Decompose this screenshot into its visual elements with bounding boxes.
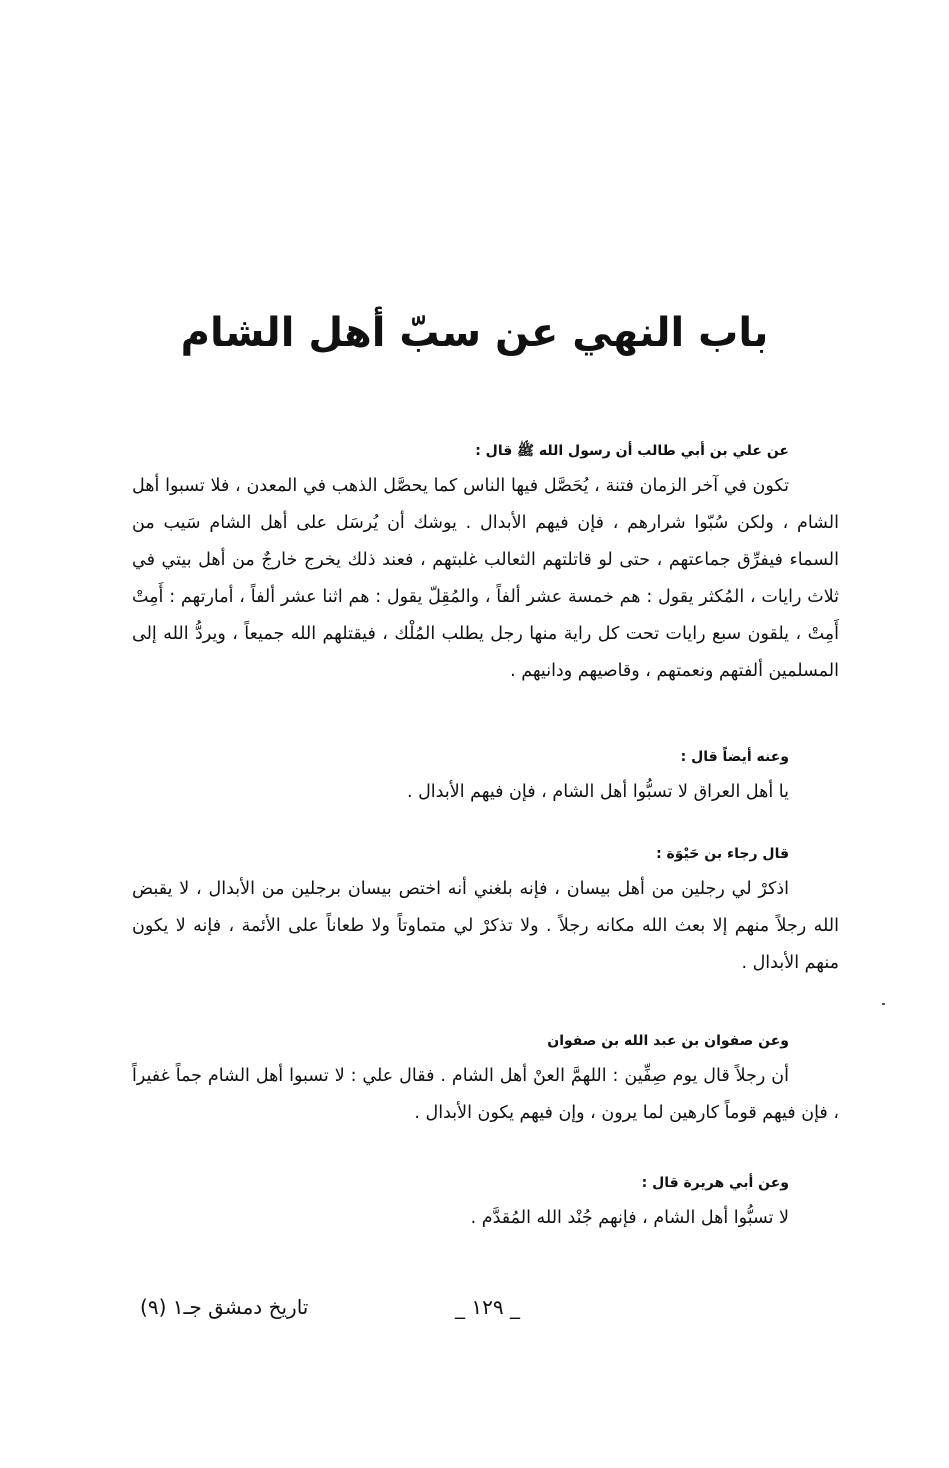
margin-mark bbox=[882, 1003, 885, 1005]
hadith-section-1 bbox=[132, 440, 839, 690]
book-volume-label: تاريخ دمشق جـ١ (٩) bbox=[140, 1295, 309, 1319]
hadith-intro: وعن صفوان بن عبد الله بن صفوان bbox=[547, 1033, 789, 1049]
hadith-text: اذكرْ لي رجلين من أهل بيسان ، فإنه بلغني أنه اختص بيسان برجلين من الأبدال ، لا يقبض الله رجلاً منهم إلا بعث الله مكانه رجلاً . ولا تذكرْ لي متماوتاً ولا طعاناً على الأئمة ، فإنه لا يكون منهم الأبدال . bbox=[132, 879, 839, 973]
hadith-section-4 bbox=[132, 1030, 839, 1132]
page-footer bbox=[0, 1290, 949, 1330]
hadith-section-5 bbox=[132, 1172, 839, 1237]
hadith-section-2 bbox=[132, 746, 839, 811]
hadith-text: لا تسبُّوا أهل الشام ، فإنهم جُنْد الله المُقدَّم . bbox=[470, 1208, 789, 1228]
page-number: _ ١٢٩ _ bbox=[455, 1295, 520, 1319]
hadith-intro: وعنه أيضاً قال : bbox=[680, 749, 789, 765]
hadith-text: تكون في آخر الزمان فتنة ، يُحَصَّل فيها الناس كما يحصَّل الذهب في المعدن ، فلا تسبوا أهل الشام ، ولكن سُبّوا شرارهم ، فإن فيهم الأبدال . يوشك أن يُرسَل على أهل الشام سَيب من السماء فيفرِّق جماعتهم ، حتى لو قاتلتهم الثعالب غلبتهم ، فعند ذلك يخرج خارجٌ من أهل بيتي في ثلاث رايات ، المُكثر يقول : هم خمسة عشر ألفاً ، والمُقِلّ يقول : هم اثنا عشر ألفاً ، أمارتهم : أَمِتْ أَمِتْ ، يلقون سبع رايات تحت كل راية منها رجل يطلب المُلْك ، فيقتلهم الله جميعاً ، ويردُّ الله إلى المسلمين ألفتهم ونعمتهم ، وقاصيهم ودانيهم . bbox=[132, 476, 839, 681]
hadith-intro: وعن أبي هريرة قال : bbox=[641, 1175, 789, 1191]
chapter-title: باب النهي عن سبّ أهل الشام bbox=[180, 310, 769, 356]
hadith-intro: عن علي بن أبي طالب أن رسول الله ﷺ قال : bbox=[475, 443, 789, 459]
hadith-intro: قال رجاء بن حَيْوَة : bbox=[656, 846, 789, 862]
hadith-text: يا أهل العراق لا تسبُّوا أهل الشام ، فإن فيهم الأبدال . bbox=[406, 782, 789, 802]
hadith-text: أن رجلاً قال يوم صِفِّين : اللهمَّ العنْ أهل الشام . فقال علي : لا تسبوا أهل الشام جماً غفيراً ، فإن فيهم قوماً كارهين لما يرون ، وإن فيهم يكون الأبدال . bbox=[132, 1066, 839, 1123]
hadith-section-3 bbox=[132, 843, 839, 982]
